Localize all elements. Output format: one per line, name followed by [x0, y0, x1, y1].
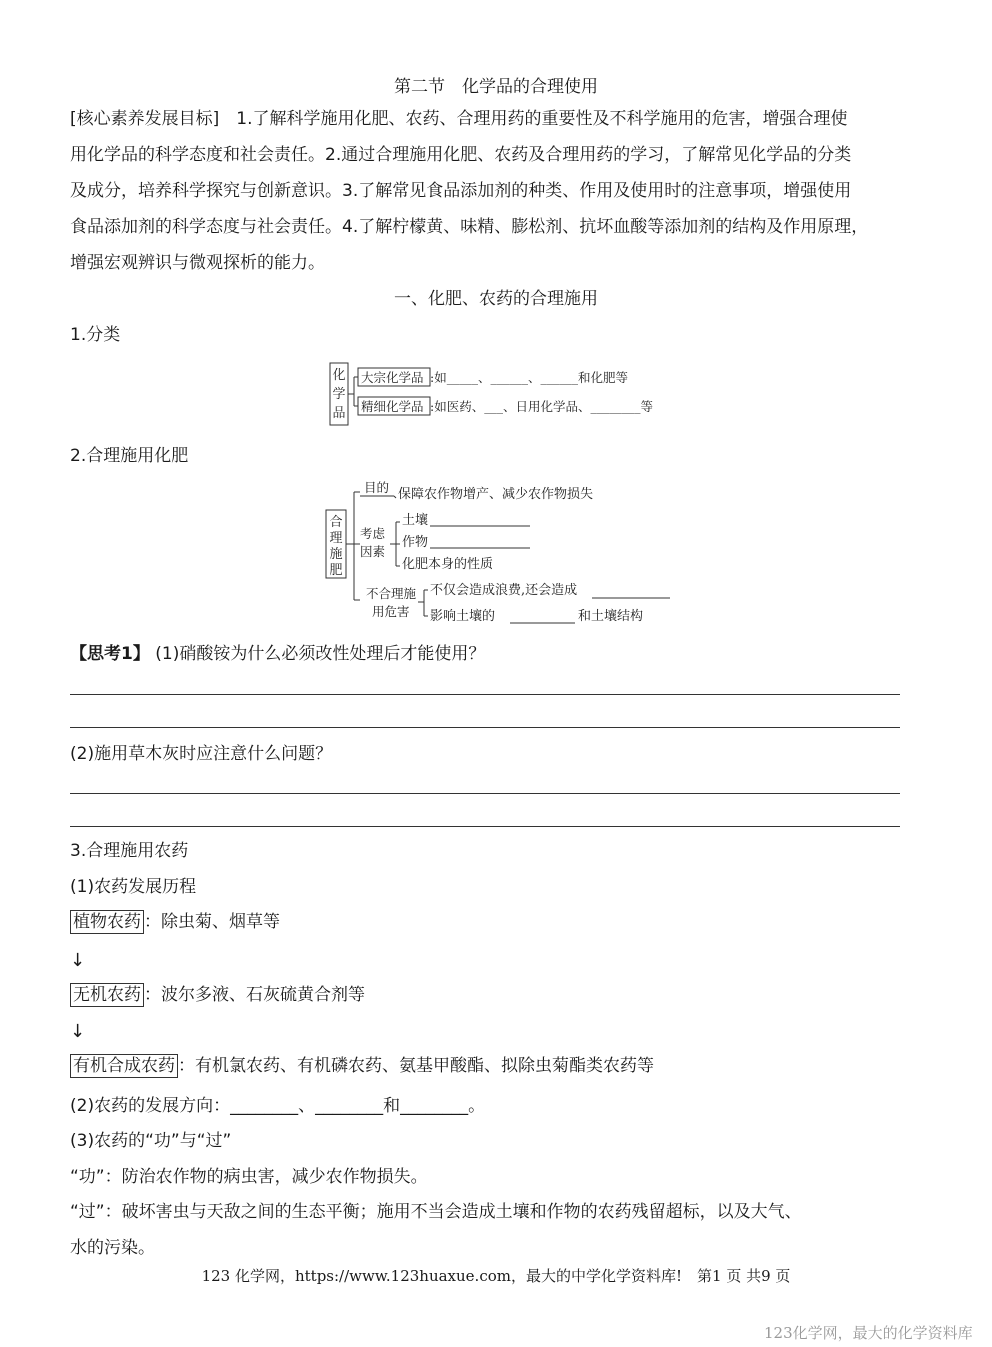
answer-line [70, 694, 900, 695]
harm-label: 用危害 [372, 604, 410, 619]
bulk-chemicals-label: 大宗化学品 [361, 370, 424, 385]
fertilizer-diagram [320, 478, 680, 630]
answer-line [70, 826, 900, 827]
objectives-line-4: 食品添加剂的科学态度与社会责任。4.了解柠檬黄、味精、膨松剂、抗坏血酸等添加剂的结构及作用原理， [70, 217, 869, 237]
part1-heading: 一、化肥、农药的合理施用 [394, 289, 598, 309]
answer-line [70, 793, 900, 794]
objectives-line-2: 用化学品的科学态度和社会责任。2.通过合理施用化肥、农药及合理用药的学习，了解常见化学品的分类 [70, 145, 852, 165]
objectives-line-1: [核心素养发展目标] 1.了解科学施用化肥、农药、合理用药的重要性及不科学施用的危害，增强合理使 [70, 109, 848, 129]
stage-text: ：有机氯农药、有机磷农药、氨基甲酸酯、拟除虫菊酯类农药等 [178, 1056, 654, 1076]
page-footer: 123 化学网，https://www.123huaxue.com，最大的中学化学资料库! 第1 页 共9 页 [201, 1267, 791, 1285]
down-arrow-icon: ↓ [70, 1021, 86, 1042]
objectives-line-5: 增强宏观辨识与微观探析的能力。 [70, 253, 325, 273]
stage-plant-pesticide [70, 910, 280, 934]
fine-chemicals-text: :如医药、___、日用化学品、________等 [430, 399, 653, 414]
classification-root-char: 品 [332, 406, 346, 421]
development-direction: (2)农药的发展方向：________、________和________。 [70, 1096, 486, 1116]
think1-label: 【思考1】 [70, 644, 150, 664]
fault-text-line-2: 水的污染。 [70, 1238, 155, 1258]
classification-heading: 1.分类 [70, 325, 121, 345]
stage-label: 无机农药 [70, 983, 144, 1007]
history-heading: (1)农药发展历程 [70, 877, 197, 897]
harm-waste: 不仅会造成浪费,还会造成 [430, 583, 578, 598]
merit-heading: (3)农药的“功”与“过” [70, 1131, 232, 1151]
classification-root-char: 学 [332, 387, 346, 402]
harm-soil: 影响土壤的 [430, 609, 496, 624]
purpose-label: 目的 [364, 480, 390, 495]
think1-question-2: (2)施用草木灰时应注意什么问题？ [70, 744, 333, 764]
factor-crop: 作物 [402, 535, 429, 550]
think1-question-1: (1)硝酸铵为什么必须改性处理后才能使用？ [155, 644, 486, 664]
stage-inorganic-pesticide [70, 983, 365, 1007]
fertilizer-heading: 2.合理施用化肥 [70, 446, 189, 466]
factor-soil: 土壤 [402, 513, 429, 528]
pesticide-heading: 3.合理施用农药 [70, 841, 189, 861]
classification-root-char: 化 [332, 368, 346, 383]
purpose-text: 保障农作物增产、减少农作物损失 [398, 487, 594, 502]
fertilizer-root-char: 肥 [329, 563, 343, 578]
harm-label: 不合理施 [366, 586, 417, 601]
section-title: 第二节 化学品的合理使用 [394, 77, 598, 97]
down-arrow-icon: ↓ [70, 950, 86, 971]
fine-chemicals-label: 精细化学品 [361, 399, 424, 414]
stage-organic-synthetic-pesticide [70, 1054, 654, 1078]
stage-label: 有机合成农药 [70, 1054, 178, 1078]
factor-fertilizer-property: 化肥本身的性质 [402, 557, 494, 572]
stage-text: ：除虫菊、烟草等 [144, 912, 280, 932]
fertilizer-root-char: 理 [329, 531, 343, 546]
fertilizer-root-char: 合 [329, 515, 343, 530]
factors-label: 考虑 [360, 526, 386, 541]
fertilizer-root-char: 施 [329, 547, 343, 562]
stage-text: ：波尔多液、石灰硫黄合剂等 [144, 985, 365, 1005]
answer-line [70, 727, 900, 728]
watermark: 123化学网，最大的化学资料库 [764, 1324, 973, 1342]
merit-text: “功”：防治农作物的病虫害，减少农作物损失。 [70, 1167, 428, 1187]
stage-label: 植物农药 [70, 910, 144, 934]
fault-text-line-1: “过”：破坏害虫与天敌之间的生态平衡；施用不当会造成土壤和作物的农药残留超标，以及大气、 [70, 1202, 802, 1222]
bulk-chemicals-text: :如_____、______、______和化肥等 [430, 370, 628, 385]
factors-label: 因素 [360, 544, 386, 559]
harm-soil-structure: 和土壤结构 [578, 609, 644, 624]
classification-diagram [325, 360, 685, 430]
objectives-line-3: 及成分，培养科学探究与创新意识。3.了解常见食品添加剂的种类、作用及使用时的注意事项，增强使用 [70, 181, 852, 201]
